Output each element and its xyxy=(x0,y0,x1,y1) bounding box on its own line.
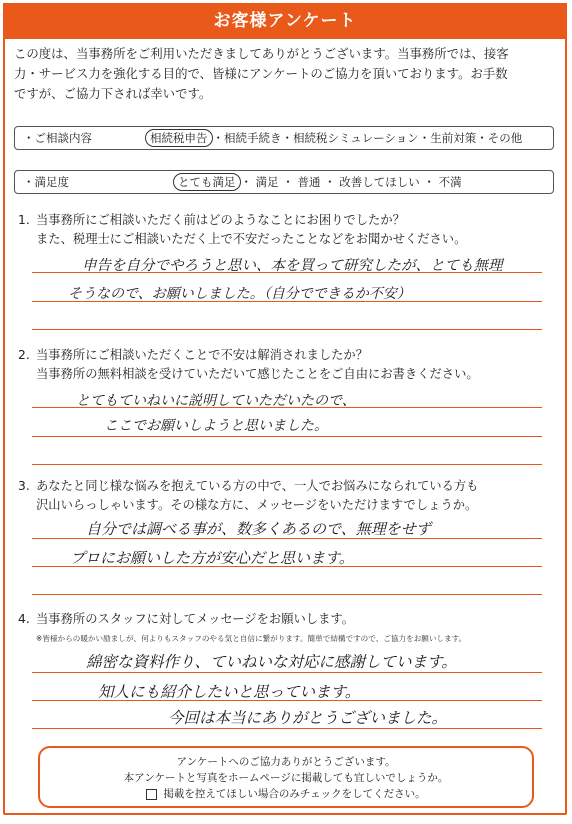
footer-checkbox-label: 掲載を控えてほしい場合のみチェックをしてください。 xyxy=(163,788,426,800)
answer-2-line-1: とてもていねいに説明していただいたので、 xyxy=(76,393,356,409)
intro-line-1: この度は、当事務所をご利用いただきましてありがとうございます。当事務所では、接客 xyxy=(14,46,509,61)
answer-line xyxy=(32,594,542,595)
question-4-number: 4. xyxy=(18,612,30,626)
question-1-line-1: 当事務所にご相談いただく前はどのようなことにお困りでしたか？ xyxy=(36,213,405,227)
page-title: お客様アンケート xyxy=(213,11,357,31)
question-2-number: 2. xyxy=(18,348,30,362)
consult-other-options: ・相続手続き・相続税シミュレーション・生前対策・その他 xyxy=(212,131,523,145)
satisfaction-other-options: ・ 満足 ・ 普通 ・ 改善してほしい ・ 不満 xyxy=(240,175,462,189)
question-4-note: ※皆様からの暖かい励ましが、何よりもスタッフのやる気と自信に繋がります。簡単で結構ですので、ご協力をお願いします。 xyxy=(36,634,467,643)
answer-1-line-2: そうなので、お願いしました。（自分でできるか不安） xyxy=(68,286,411,302)
question-3-line-1: あなたと同じ様な悩みを抱えている方の中で、一人でお悩みになられている方も xyxy=(36,479,479,493)
satisfaction-options xyxy=(173,171,462,193)
question-4-line-1: 当事務所のスタッフに対してメッセージをお願いします。 xyxy=(36,612,354,626)
question-1-number: 1. xyxy=(18,213,30,227)
answer-4-line-3: 今回は本当にありがとうございました。 xyxy=(168,709,448,727)
question-3-line-2: 沢山いらっしゃいます。その様な方に、メッセージをいただけますでしょうか。 xyxy=(36,498,478,512)
footer-permission-question: 本アンケートと写真をホームページに掲載しても宜しいでしょうか。 xyxy=(123,772,449,784)
question-2-line-1: 当事務所にご相談いただくことで不安は解消されましたか？ xyxy=(36,348,369,362)
consult-box xyxy=(14,126,554,150)
answer-line xyxy=(32,464,542,465)
footer-thanks: アンケートへのご協力ありがとうございます。 xyxy=(176,756,396,768)
intro-line-3: ですが、ご協力下されば幸いです。 xyxy=(14,86,212,101)
question-1-line-2: また、税理士にご相談いただく上で不安だったことなどをお聞かせください。 xyxy=(36,232,467,246)
satisfaction-label: ・満足度 xyxy=(23,175,69,189)
question-2-line-2: 当事務所の無料相談を受けていただいて感じたことをご自由にお書きください。 xyxy=(36,367,479,381)
question-3-number: 3. xyxy=(18,479,30,493)
answer-3-line-1: 自分では調べる事が、数多くあるので、無理をせず xyxy=(86,520,431,538)
answer-1-line-1: 申告を自分でやろうと思い、本を買って研究したが、とても無理 xyxy=(82,258,503,274)
consult-label: ・ご相談内容 xyxy=(23,131,92,145)
answer-line xyxy=(32,436,542,437)
answer-2-line-2: ここでお願いしようと思いました。 xyxy=(104,418,328,434)
answer-line xyxy=(32,728,542,729)
answer-line xyxy=(32,672,542,673)
intro-text xyxy=(14,44,554,104)
opt-out-checkbox[interactable] xyxy=(146,789,157,800)
answer-line xyxy=(32,329,542,330)
answer-3-line-2: プロにお願いした方が安心だと思います。 xyxy=(70,549,354,567)
satisfaction-box xyxy=(14,170,554,194)
answer-4-line-2: 知人にも紹介したいと思っています。 xyxy=(98,683,361,701)
intro-line-2: 力・サービス力を強化する目的で、皆様にアンケートのご協力を頂いております。お手数 xyxy=(14,66,508,81)
satisfaction-selected: とても満足 xyxy=(173,173,241,191)
consult-options xyxy=(145,127,522,149)
answer-4-line-1: 綿密な資料作り、ていねいな対応に感謝しています。 xyxy=(86,653,457,671)
footer-checkbox-row xyxy=(40,786,532,802)
consult-selected: 相続税申告 xyxy=(145,129,213,147)
footer-box xyxy=(38,746,534,808)
header-bar xyxy=(3,3,567,39)
